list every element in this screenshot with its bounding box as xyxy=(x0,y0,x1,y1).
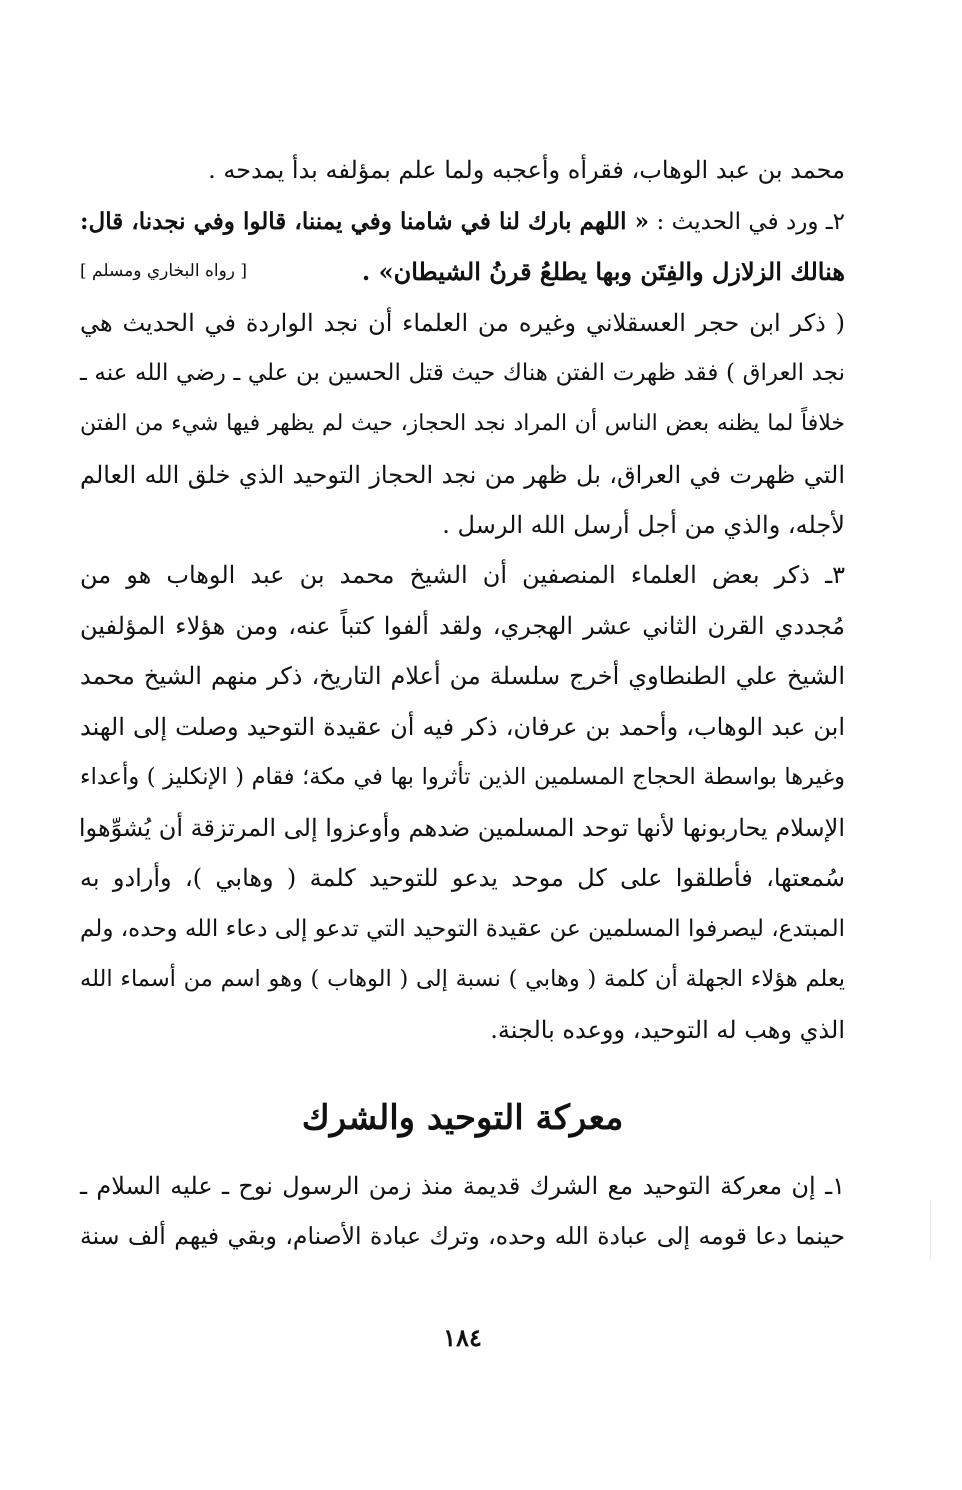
book-page xyxy=(80,0,845,1490)
text-line: التي ظهرت في العراق، بل ظهر من نجد الحجاز التوحيد الذي خلق الله العالم xyxy=(80,461,845,489)
text-line: ٣ـ ذكر بعض العلماء المنصفين أن الشيخ محمد بن عبد الوهاب هو من xyxy=(80,561,845,589)
text-line: لأجله، والذي من أجل أرسل الله الرسل . xyxy=(442,511,845,539)
text-line: ١ـ إن معركة التوحيد مع الشرك قديمة منذ زمن الرسول نوح ـ عليه السلام ـ xyxy=(80,1172,845,1200)
page-number: ١٨٤ xyxy=(443,1323,482,1352)
text-line: الشيخ علي الطنطاوي أخرج سلسلة من أعلام التاريخ، ذكر منهم الشيخ محمد xyxy=(80,662,845,690)
text-line: وغيرها بواسطة الحجاج المسلمين الذين تأثروا بها في مكة؛ فقام ( الإنكليز ) وأعداء xyxy=(80,764,845,790)
hadith-lead: ٢ـ ورد في الحديث : xyxy=(649,209,845,235)
text-line: نجد العراق ) فقد ظهرت الفتن هناك حيث قتل الحسين بن علي ـ رضي الله عنه ـ xyxy=(80,360,845,386)
text-line: الإسلام يحاربونها لأنها توحد المسلمين ضدهم وأوعزوا إلى المرتزقة أن يُشوِّهوا xyxy=(78,814,845,842)
text-line: حينما دعا قومه إلى عبادة الله وحده، وترك عبادة الأصنام، وبقي فيهم ألف سنة xyxy=(80,1222,845,1250)
hadith-source: [ رواه البخاري ومسلم ] xyxy=(80,261,248,281)
scan-edge-line xyxy=(930,1200,931,1260)
text-line: سُمعتها، فأطلقوا على كل موحد يدعو للتوحيد كلمة ( وهابي )، وأرادو به xyxy=(80,864,845,892)
text-line: الذي وهب له التوحيد، ووعده بالجنة. xyxy=(490,1016,845,1044)
text-line: ( ذكر ابن حجر العسقلاني وغيره من العلماء أن نجد الواردة في الحديث هي xyxy=(80,309,845,337)
text-line: محمد بن عبد الوهاب، فقرأه وأعجبه ولما علم بمؤلفه بدأ يمدحه . xyxy=(208,156,845,184)
hadith-line: هنالك الزلازل والفِتَن وبها يطلعُ قرنُ الشيطان» . xyxy=(361,257,845,286)
text-line: المبتدع، ليصرفوا المسلمين عن عقيدة التوحيد التي تدعو إلى دعاء الله وحده، ولم xyxy=(80,916,845,942)
text-line: ابن عبد الوهاب، وأحمد بن عرفان، ذكر فيه أن عقيدة التوحيد وصلت إلى الهند xyxy=(80,713,845,741)
text-line: مُجددي القرن الثاني عشر الهجري، ولقد ألفوا كتباً عنه، ومن هؤلاء المؤلفين xyxy=(80,612,845,640)
text-line: خلافاً لما يظنه بعض الناس أن المراد نجد الحجاز، حيث لم يظهر فيها شيء من الفتن xyxy=(80,411,845,436)
hadith-quote: « اللهم بارك لنا في شامنا وفي يمننا، قالوا وفي نجدنا، قال: xyxy=(80,208,650,235)
section-title: معركة التوحيد والشرك xyxy=(301,1098,624,1138)
text-line: يعلم هؤلاء الجهلة أن كلمة ( وهابي ) نسبة إلى ( الوهاب ) وهو اسم من أسماء الله xyxy=(80,966,845,992)
hadith-line xyxy=(80,202,845,242)
